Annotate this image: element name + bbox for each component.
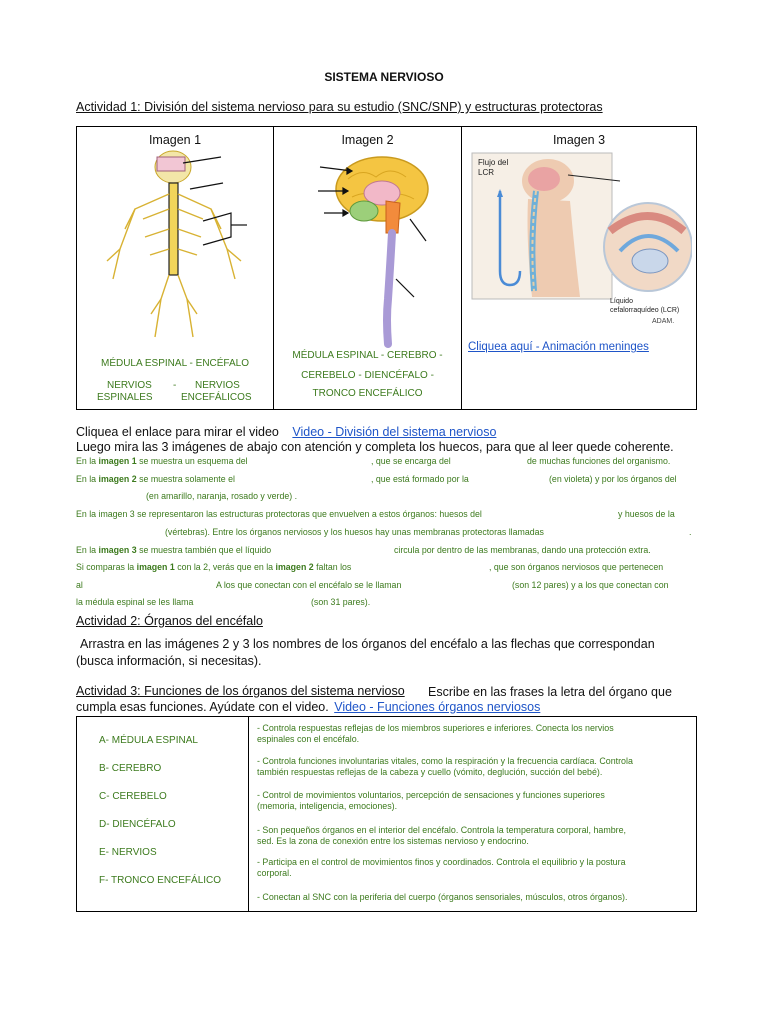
- activity2-text-2: (busca información, si necesitas).: [76, 654, 262, 668]
- image1-title: Imagen 1: [148, 133, 202, 147]
- image1-caption-encefalicos: ENCEFÁLICOS: [181, 392, 252, 403]
- meninges-figure: [470, 151, 692, 327]
- fill-line-1c: de muchas funciones del organismo.: [527, 456, 671, 466]
- fill-line-1a: En la imagen 1 se muestra un esquema del: [76, 456, 248, 466]
- image2-cell: [273, 127, 461, 409]
- fill-line-2c: (en violeta) y por los órganos del: [549, 474, 677, 484]
- video-division-link[interactable]: Video - División del sistema nervioso: [292, 425, 497, 439]
- function-6: - Conectan al SNC con la periferia del cuerpo (órganos sensoriales, músculos, otros órganos).: [257, 892, 628, 902]
- image1-caption-espinales: ESPINALES: [97, 392, 153, 403]
- flow-label-1: Flujo del: [478, 158, 509, 167]
- fill-line-2b: , que está formado por la: [371, 474, 469, 484]
- image3-cell: [461, 127, 696, 409]
- flow-label-2: LCR: [478, 168, 495, 177]
- image1-caption-line1: MÉDULA ESPINAL - ENCÉFALO: [100, 358, 249, 369]
- fill-line-8c: (son 12 pares) y a los que conectan con: [512, 580, 669, 590]
- video-prompt-text: Cliquea el enlace para mirar el video: [76, 425, 279, 439]
- image1-cell: [77, 127, 273, 409]
- fill-line-9a: la médula espinal se les llama: [76, 597, 194, 607]
- image1-caption-nervios-b: NERVIOS: [195, 380, 240, 391]
- function-4: - Son pequeños órganos en el interior del encéfalo. Controla la temperatura corporal, hambre, sed. Es la zona de conexión entre los sistemas nervioso y endocrino.: [257, 825, 627, 847]
- fill-line-3: (en amarillo, naranja, rosado y verde) .: [146, 491, 298, 501]
- fill-line-6a: En la imagen 3 se muestra también que el líquido: [76, 545, 272, 555]
- activity3-instruction-1: Escribe en las frases la letra del órgano que: [428, 685, 672, 699]
- activity3-instruction-2: cumpla esas funciones. Ayúdate con el video. Video - Funciones órganos nerviosos: [76, 700, 541, 714]
- fill-line-8b: A los que conectan con el encéfalo se le llaman: [216, 580, 402, 590]
- function-5: - Participa en el control de movimientos finos y coordinados. Controla el equilibrio y la postura corporal.: [257, 857, 626, 879]
- fill-line-1b: , que se encarga del: [371, 456, 451, 466]
- fill-line-6b: circula por dentro de las membranas, dando una protección extra.: [394, 545, 651, 555]
- fill-line-5b: .: [689, 527, 692, 537]
- organ-f: F- TRONCO ENCEFÁLICO: [99, 875, 222, 886]
- fill-line-2a: En la imagen 2 se muestra solamente el: [76, 474, 235, 484]
- images-table: [76, 126, 697, 410]
- image1-caption-dash: -: [173, 380, 177, 391]
- activity2-text-1: Arrastra en las imágenes 2 y 3 los nombres de los órganos del encéfalo a las flechas que correspondan: [80, 637, 655, 651]
- nervous-system-figure: [95, 149, 255, 339]
- fill-line-5a: (vértebras). Entre los órganos nerviosos y los huesos hay unas membranas protectoras llamadas: [165, 527, 544, 537]
- page-title: SISTEMA NERVIOSO: [324, 70, 444, 84]
- fill-line-7b: , que son órganos nerviosos que pertenecen: [489, 562, 664, 572]
- brain-figure: [312, 149, 442, 349]
- organ-d: D- DIENCÉFALO: [99, 819, 176, 830]
- image2-title: Imagen 2: [341, 133, 394, 147]
- image1-caption-nervios-a: NERVIOS: [107, 380, 152, 391]
- fill-line-9b: (son 31 pares).: [311, 597, 371, 607]
- fill-line-8a: al: [76, 580, 83, 590]
- image2-caption-line1: MÉDULA ESPINAL - CEREBRO -: [292, 350, 443, 361]
- organ-c: C- CEREBELO: [99, 791, 167, 802]
- video-functions-link[interactable]: Video - Funciones órganos nerviosos: [334, 700, 541, 714]
- function-3: - Control de movimientos voluntarios, percepción de sensaciones y funciones superiores (memoria, inteligencia, emociones).: [257, 790, 605, 812]
- fill-line-4a: En la imagen 3 se representaron las estructuras protectoras que envuelven a estos órganos: huesos del: [76, 509, 482, 519]
- image3-title: Imagen 3: [552, 133, 606, 147]
- liquid-label-1: Líquido: [610, 298, 633, 305]
- image2-caption-line2: CEREBELO - DIENCÉFALO -: [301, 370, 434, 381]
- activity3-heading: Actividad 3: Funciones de los órganos del sistema nervioso: [76, 684, 405, 698]
- fill-line-7a: Si comparas la imagen 1 con la 2, verás que en la imagen 2 faltan los: [76, 562, 352, 572]
- function-2: - Controla funciones involuntarias vitales, como la respiración y la frecuencia cardíaca. Controla también respuestas reflejas de la cabeza y cuello (vómito, deglución, succión del bebé).: [257, 756, 633, 778]
- organ-a: A- MÉDULA ESPINAL: [99, 735, 198, 746]
- fill-line-4b: y huesos de la: [618, 509, 675, 519]
- functions-table: [76, 716, 697, 912]
- image2-caption-line3: TRONCO ENCEFÁLICO: [312, 388, 423, 399]
- activity1-heading: Actividad 1: División del sistema nervioso para su estudio (SNC/SNP) y estructuras protectoras: [76, 100, 603, 114]
- video-prompt: [76, 424, 496, 440]
- liquid-label-2: cefalorraquídeo (LCR): [610, 307, 680, 314]
- meninges-animation-link[interactable]: Cliquea aquí - Animación meninges: [468, 341, 649, 353]
- organ-b: B- CEREBRO: [99, 763, 162, 774]
- function-1: - Controla respuestas reflejas de los miembros superiores e inferiores. Conecta los nervios espinales con el encéfalo.: [257, 723, 614, 745]
- organ-e: E- NERVIOS: [99, 847, 157, 858]
- instructions: Luego mira las 3 imágenes de abajo con atención y completa los huecos, para que al leer quede coherente.: [76, 440, 674, 454]
- activity2-heading: Actividad 2: Órganos del encéfalo: [76, 614, 263, 628]
- adam-logo: ADAM.: [652, 318, 675, 325]
